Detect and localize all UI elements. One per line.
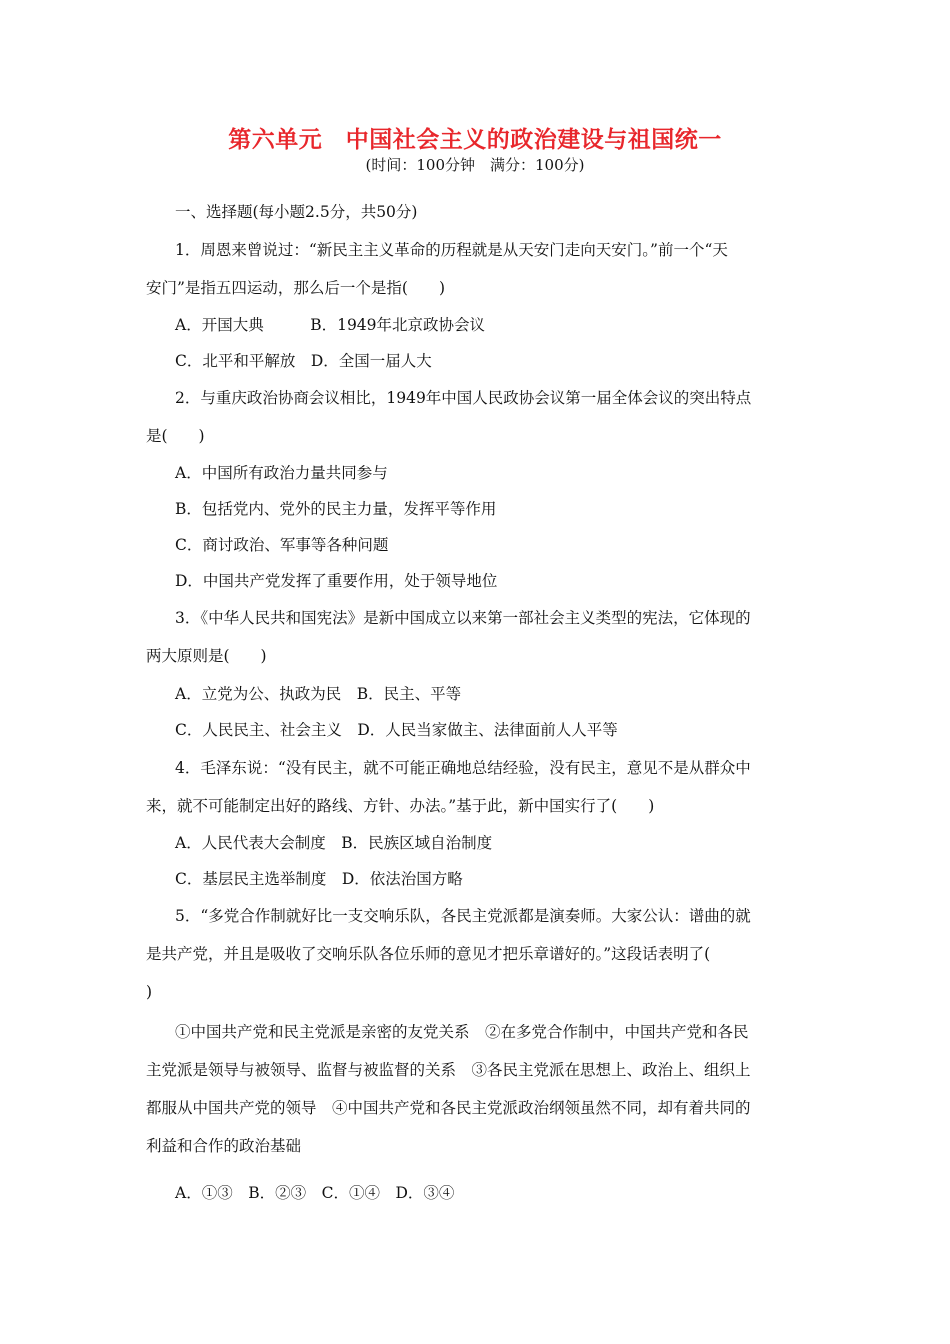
question-4-option-line-1: A．人民代表大会制度 B．民族区域自治制度 [175,834,493,852]
section-heading: 一、选择题(每小题2.5分，共50分) [175,203,418,221]
question-4-stem-line-1: 4．毛泽东说：“没有民主，就不可能正确地总结经验，没有民主，意见不是从群众中 [175,759,751,777]
question-4-stem-line-2: 来，就不可能制定出好的路线、方针、办法。”基于此，新中国实行了( ) [146,797,655,815]
question-1-option-line-2: C．北平和平解放 D．全国一届人大 [175,352,432,370]
question-3-stem-line-1: 3．《中华人民共和国宪法》是新中国成立以来第一部社会主义类型的宪法，它体现的 [175,609,751,627]
page-title: 第六单元 中国社会主义的政治建设与祖国统一 [228,127,722,153]
question-5-statement-line-4: 利益和合作的政治基础 [146,1137,302,1155]
question-2-option-d: D．中国共产党发挥了重要作用，处于领导地位 [175,572,498,590]
question-2-option-a: A．中国所有政治力量共同参与 [175,464,388,482]
question-1-option-line-1: A．开国大典 B．1949年北京政协会议 [175,316,486,334]
question-5-options: A．①③ B．②③ C．①④ D．③④ [175,1184,455,1202]
question-3-option-line-2: C．人民民主、社会主义 D．人民当家做主、法律面前人人平等 [175,721,618,739]
question-2-option-b: B．包括党内、党外的民主力量，发挥平等作用 [175,500,497,518]
question-2-stem-line-1: 2．与重庆政治协商会议相比，1949年中国人民政协会议第一届全体会议的突出特点 [175,389,752,407]
question-3-option-line-1: A．立党为公、执政为民 B．民主、平等 [175,685,462,703]
question-2-stem-line-2: 是( ) [146,427,205,445]
question-5-stem-line-1: 5．“多党合作制就好比一支交响乐队，各民主党派都是演奏师。大家公认：谱曲的就 [175,907,751,925]
question-1-stem-line-2: 安门”是指五四运动，那么后一个是指( ) [146,279,446,297]
page-subtitle: (时间：100分钟 满分：100分) [365,156,585,174]
question-2-option-c: C．商讨政治、军事等各种问题 [175,536,389,554]
question-5-statement-line-1: ①中国共产党和民主党派是亲密的友党关系 ②在多党合作制中，中国共产党和各民 [175,1023,749,1041]
question-5-stem-line-2: 是共产党，并且是吸收了交响乐队各位乐师的意见才把乐章谱好的。”这段话表明了( [146,945,711,963]
question-5-stem-line-3: ) [146,983,153,1001]
question-3-stem-line-2: 两大原则是( ) [146,647,267,665]
question-5-statement-line-3: 都服从中国共产党的领导 ④中国共产党和各民主党派政治纲领虽然不同，却有着共同的 [146,1099,751,1117]
question-1-stem-line-1: 1．周恩来曾说过：“新民主主义革命的历程就是从天安门走向天安门。”前一个“天 [175,241,728,259]
question-5-statement-line-2: 主党派是领导与被领导、监督与被监督的关系 ③各民主党派在思想上、政治上、组织上 [146,1061,751,1079]
question-4-option-line-2: C．基层民主选举制度 D．依法治国方略 [175,870,463,888]
